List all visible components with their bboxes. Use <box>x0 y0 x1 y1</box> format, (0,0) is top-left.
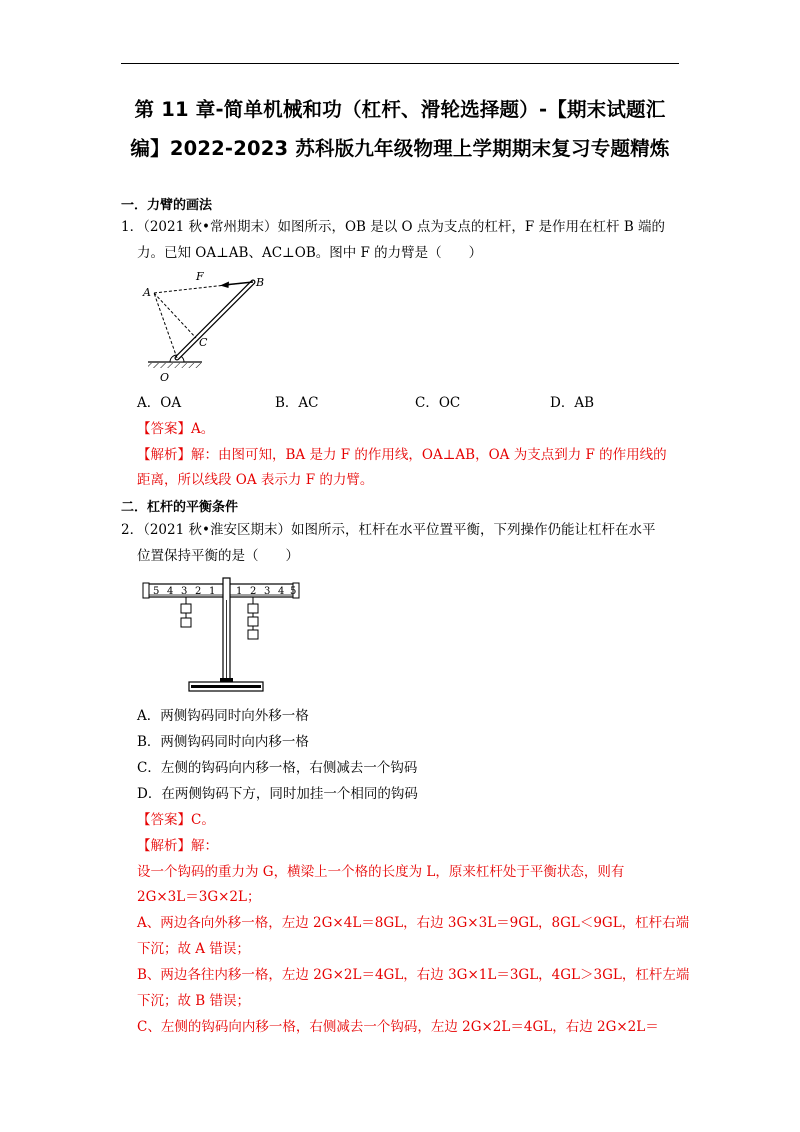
document-title <box>121 90 679 168</box>
label-B: B <box>256 276 265 289</box>
q2-analysis-line: 下沉；故 A 错误； <box>137 941 250 957</box>
scale-right-1: 1 <box>236 586 243 597</box>
scale-right-4: 4 <box>278 586 285 597</box>
stand-base-inner <box>191 685 261 688</box>
section-heading-2: 二．杠杆的平衡条件 <box>121 500 239 515</box>
q2-analysis-line: A、两边各向外移一格，左边 2G×4L＝8GL，右边 3G×3L＝9GL，8GL＜9GL，杠杆右端 <box>137 915 690 931</box>
q1-stem-line-1: 1．（2021 秋•常州期末）如图所示，OB 是以 O 点为支点的杠杆，F 是作用在杠杆 B 端的 <box>121 219 666 235</box>
right-weight-1 <box>248 604 258 613</box>
q1-stem-line-2: 力。已知 OA⊥AB、AC⊥OB。图中 F 的力臂是（ ） <box>137 245 483 261</box>
q1-option-c: C．OC <box>415 395 461 411</box>
title-line-2: 编】2022-2023 苏科版九年级物理上学期期末复习专题精炼 <box>130 137 670 160</box>
scale-right-2: 2 <box>250 586 257 597</box>
scale-left-2: 2 <box>195 586 202 597</box>
line-AC <box>154 293 196 338</box>
q2-answer: 【答案】C。 <box>137 812 215 828</box>
q2-option-c: C．左侧的钩码向内移一格，右侧减去一个钩码 <box>137 760 418 776</box>
q2-analysis-line: 下沉；故 B 错误； <box>137 993 251 1009</box>
lever-rod-inner <box>177 282 253 358</box>
left-balance-nut <box>143 583 149 598</box>
q2-stem-line-1: 2．（2021 秋•淮安区期末）如图所示，杠杆在水平位置平衡，下列操作仍能让杠杆在水平 <box>121 522 656 538</box>
q1-answer: 【答案】A。 <box>137 421 215 437</box>
header-rule <box>121 63 679 64</box>
q1-analysis-line-1: 【解析】解：由图可知，BA 是力 F 的作用线，OA⊥AB，OA 为支点到力 F 的作用线的 <box>137 447 667 463</box>
section-heading-1: 一．力臂的画法 <box>121 198 213 213</box>
q1-analysis-line-2: 距离，所以线段 OA 表示力 F 的力臂。 <box>137 472 374 488</box>
q1-option-a: A．OA <box>137 395 182 411</box>
q2-analysis-line: C、左侧的钩码向内移一格，右侧减去一个钩码，左边 2G×2L＝4GL，右边 2G×2L＝ <box>137 1019 659 1035</box>
q2-option-b: B．两侧钩码同时向内移一格 <box>137 734 309 750</box>
line-OA <box>154 293 177 358</box>
q2-stem-line-2: 位置保持平衡的是（ ） <box>137 548 299 564</box>
q2-lever-balance-figure <box>140 574 300 696</box>
ground-hatch <box>148 363 202 368</box>
q2-analysis-head: 【解析】解： <box>137 838 218 854</box>
force-arrowhead <box>220 282 229 289</box>
scale-left-5: 5 <box>153 586 160 597</box>
scale-right-3: 3 <box>264 586 271 597</box>
q1-option-b: B．AC <box>275 395 319 411</box>
q1-lever-figure <box>140 268 280 386</box>
scale-left-1: 1 <box>209 586 216 597</box>
q2-analysis-line: 设一个钩码的重力为 G，横梁上一个格的长度为 L，原来杠杆处于平衡状态，则有 <box>137 864 625 880</box>
q2-option-a: A．两侧钩码同时向外移一格 <box>137 708 309 724</box>
q2-analysis-line: 2G×3L＝3G×2L； <box>137 889 261 905</box>
label-F: F <box>196 270 204 283</box>
scale-right-5: 5 <box>290 586 297 597</box>
label-A: A <box>143 286 151 299</box>
right-weight-2 <box>248 617 258 626</box>
left-weight-2 <box>181 618 191 627</box>
label-O: O <box>160 371 170 384</box>
q1-option-d: D．AB <box>550 395 594 411</box>
label-C: C <box>199 336 208 349</box>
q2-option-d: D．在两侧钩码下方，同时加挂一个相同的钩码 <box>137 786 418 802</box>
right-weight-3 <box>248 630 258 639</box>
q2-analysis-line: B、两边各往内移一格，左边 2G×2L＝4GL，右边 3G×1L＝3GL，4GL＞3GL，杠杆左端 <box>137 967 690 983</box>
title-line-1: 第 11 章-简单机械和功（杠杆、滑轮选择题）-【期末试题汇 <box>134 98 666 121</box>
scale-left-4: 4 <box>167 586 174 597</box>
scale-left-3: 3 <box>181 586 188 597</box>
left-weight-1 <box>181 604 191 613</box>
